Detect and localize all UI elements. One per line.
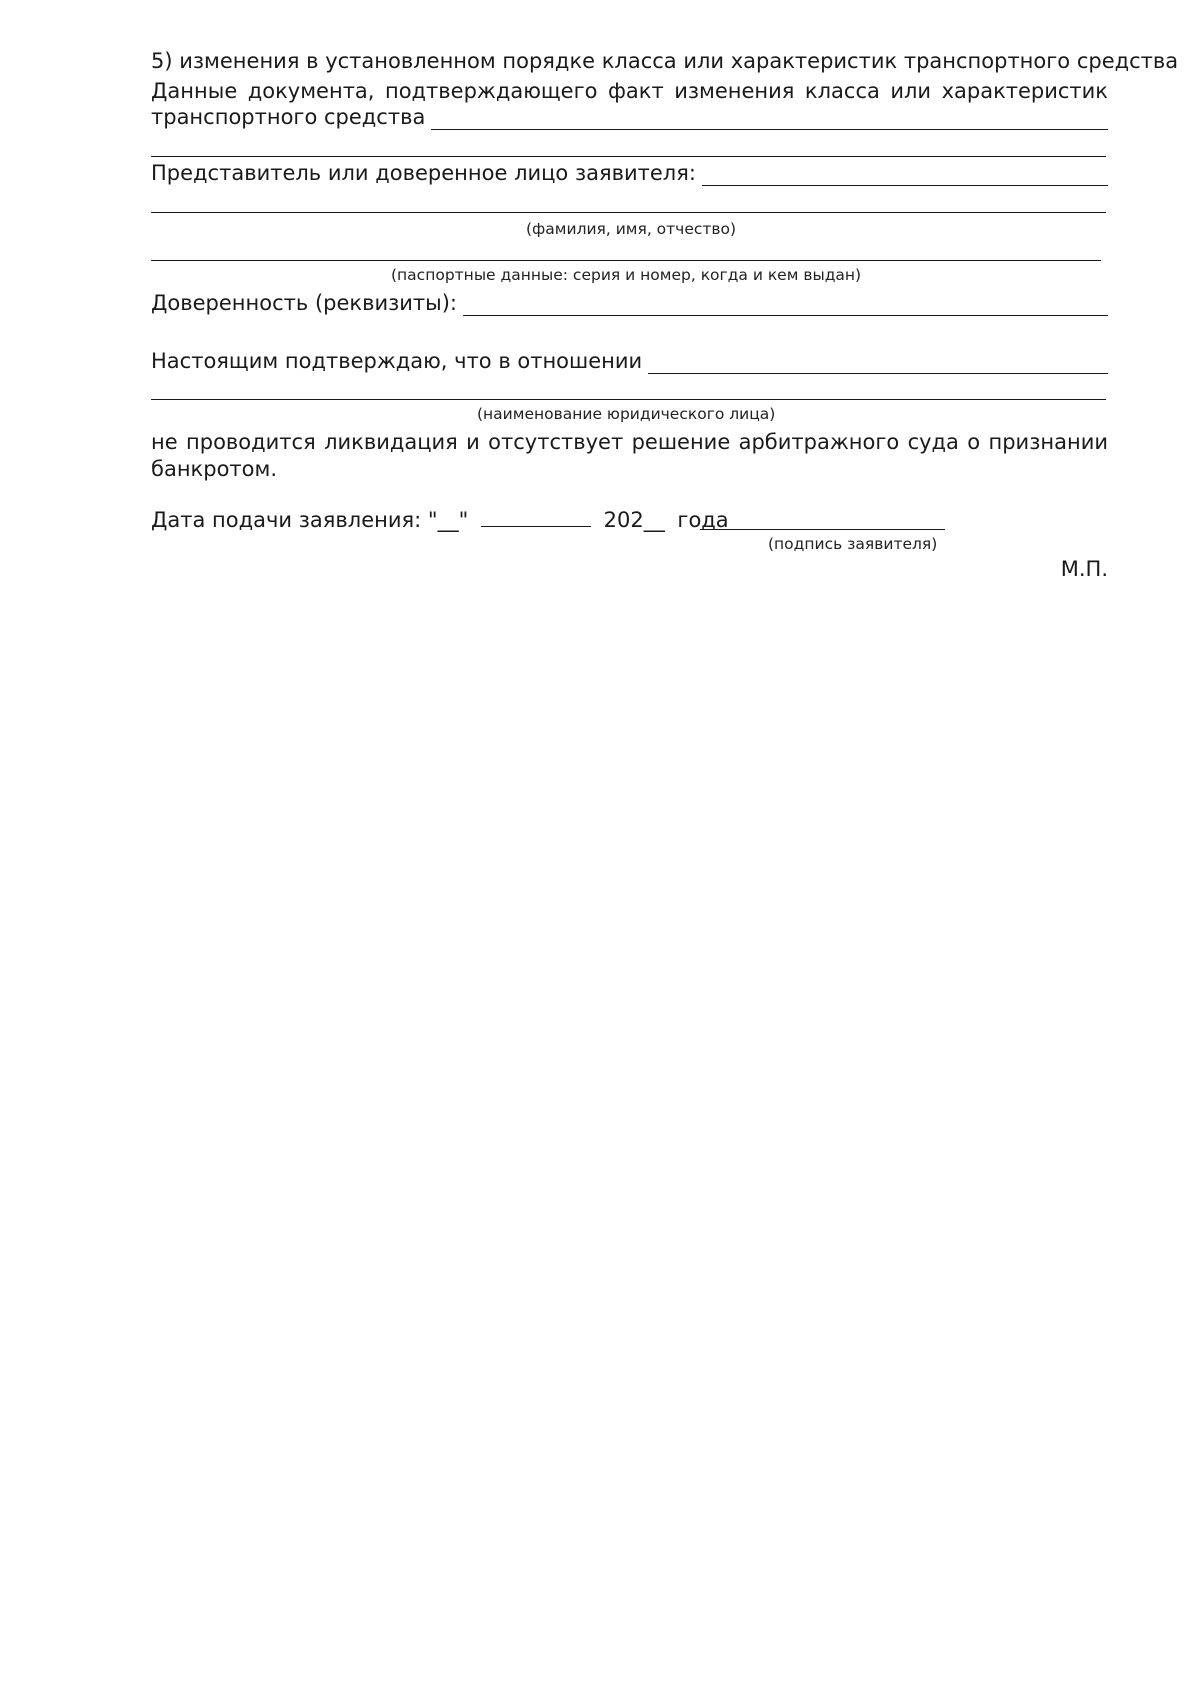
- caption-fio: (фамилия, имя, отчество): [526, 220, 737, 238]
- date-day-field[interactable]: "__": [427, 508, 469, 532]
- stamp-label: М.П.: [1060, 557, 1108, 581]
- liquidation-line-2: банкротом.: [151, 457, 278, 481]
- passport-field[interactable]: [151, 260, 1101, 261]
- doc-data-line-1: Данные документа, подтверждающего факт изменения класса или характеристик: [151, 79, 1108, 103]
- doc-data-field-continuation[interactable]: [151, 156, 1106, 157]
- proxy-field[interactable]: [463, 295, 1108, 316]
- date-year-field[interactable]: 202__: [603, 508, 665, 532]
- year-suffix: года: [677, 508, 729, 532]
- entity-field-continuation[interactable]: [151, 399, 1106, 400]
- date-label: Дата подачи заявления:: [151, 508, 422, 532]
- confirm-row: Настоящим подтверждаю, что в отношении: [151, 348, 1108, 374]
- representative-row: Представитель или доверенное лицо заявителя:: [151, 160, 1108, 186]
- fio-field[interactable]: [151, 212, 1106, 213]
- entity-field[interactable]: [648, 353, 1108, 374]
- date-row: [151, 506, 1108, 533]
- caption-passport: (паспортные данные: серия и номер, когда и кем выдан): [391, 266, 862, 284]
- signature-field[interactable]: [700, 529, 945, 530]
- proxy-row: Доверенность (реквизиты):: [151, 290, 1108, 316]
- item-5-text: 5) изменения в установленном порядке класса или характеристик транспортного средства: [151, 49, 1179, 73]
- doc-data-line-2: транспортного средства: [151, 104, 1108, 130]
- caption-entity: (наименование юридического лица): [477, 405, 776, 423]
- caption-signature: (подпись заявителя): [768, 535, 938, 553]
- date-month-field[interactable]: [481, 506, 591, 527]
- doc-data-field[interactable]: [431, 109, 1108, 130]
- liquidation-line-1: не проводится ликвидация и отсутствует решение арбитражного суда о признании: [151, 430, 1108, 454]
- representative-field[interactable]: [702, 165, 1108, 186]
